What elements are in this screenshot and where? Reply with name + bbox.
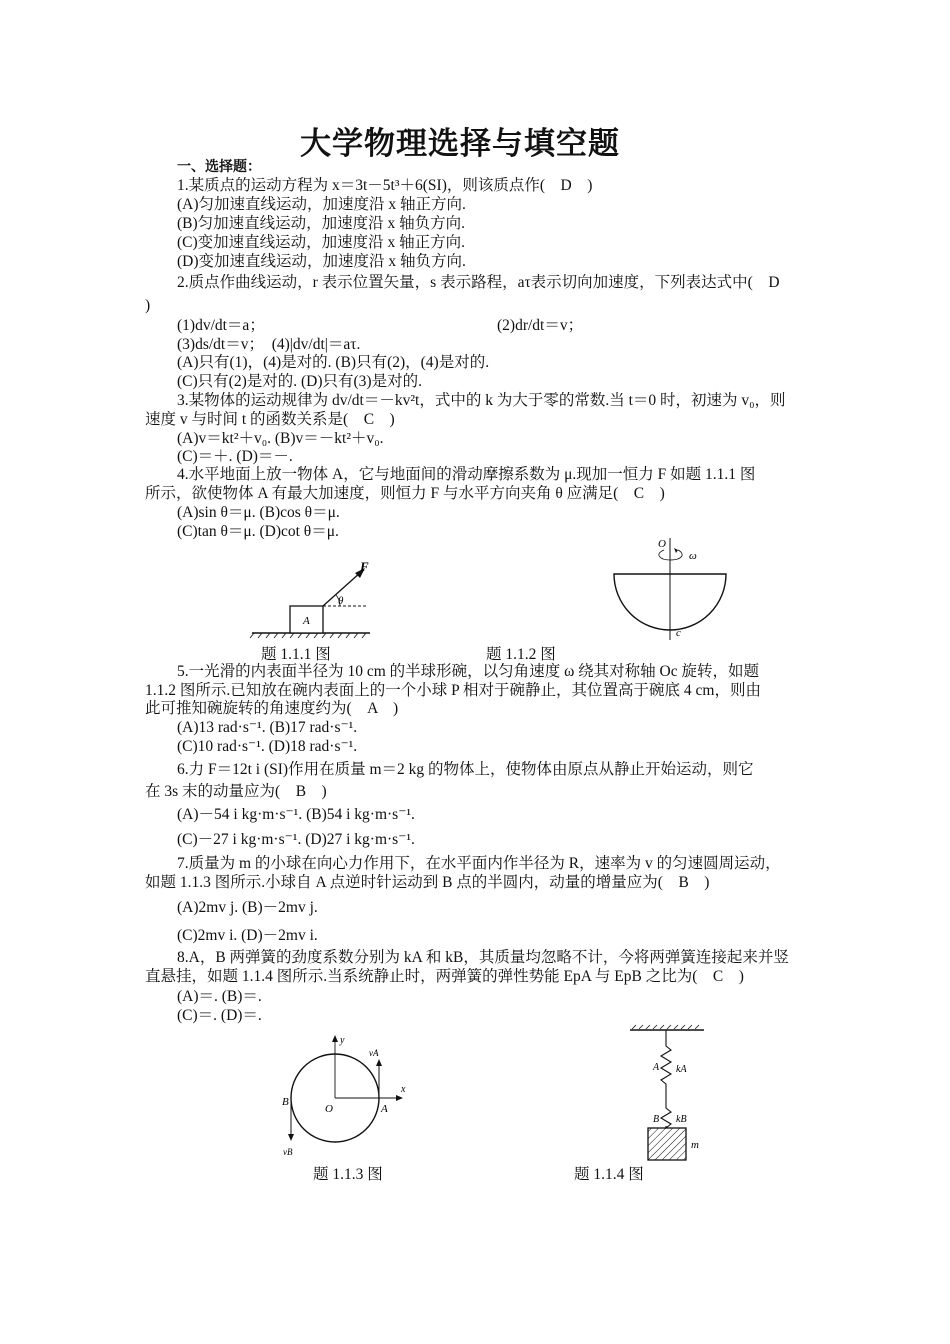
question-3-cont: 速度 v 与时间 t 的函数关系是( C )	[145, 411, 395, 428]
theta-label: θ	[338, 595, 344, 607]
question-5-cont2: 此可推知碗旋转的角速度约为( A )	[145, 700, 399, 717]
caption-fig-1-1-3: 题 1.1.3 图	[313, 1166, 383, 1183]
question-8-cont: 直悬挂，如题 1.1.4 图所示.当系统静止时，两弹簧的弹性势能 EpA 与 EpB 之比为( C )	[145, 968, 744, 985]
y-axis-head	[332, 1035, 338, 1042]
option-1c: (C)变加速直线运动，加速度沿 x 轴正方向.	[177, 234, 466, 251]
force-label: F	[360, 559, 369, 574]
caption-fig-1-1-2: 题 1.1.2 图	[486, 646, 556, 663]
question-7-cont: 如题 1.1.3 图所示.小球自 A 点逆时针运动到 B 点的半圆内，动量的增量应为( B )	[145, 874, 710, 891]
page-title: 大学物理选择与填空题	[300, 126, 620, 162]
spring-b-label: B	[653, 1114, 660, 1125]
y-label: y	[340, 1035, 345, 1046]
figure-1-1-2	[610, 536, 730, 644]
origin-label: O	[325, 1103, 333, 1115]
caption-fig-1-1-4: 题 1.1.4 图	[574, 1166, 644, 1183]
question-4-cont: 所示，欲使物体 A 有最大加速度，则恒力 F 与水平方向夹角 θ 应满足( C )	[145, 485, 665, 502]
option-1d: (D)变加速直线运动，加速度沿 x 轴负方向.	[177, 253, 466, 270]
question-8: 8.A，B 两弹簧的劲度系数分别为 kA 和 kB，其质量均忽略不计，今将两弹簧连接起来并竖	[177, 949, 789, 966]
velocity-b-head	[288, 1134, 294, 1141]
option-5cd: (C)10 rad·s⁻¹. (D)18 rad·s⁻¹.	[177, 738, 358, 755]
mass-block	[648, 1128, 686, 1160]
option-2cd: (C)只有(2)是对的. (D)只有(3)是对的.	[177, 373, 422, 390]
option-7ab: (A)2mv j. (B)－2mv j.	[177, 899, 318, 916]
section-heading: 一、选择题：	[177, 159, 261, 175]
figure-1-1-4	[628, 1024, 708, 1164]
question-5: 5.一光滑的内表面半径为 10 cm 的半球形碗，以匀角速度 ω 绕其对称轴 Oc 旋转，如题	[177, 663, 759, 680]
block-a-label: A	[303, 615, 310, 627]
option-2ab: (A)只有(1)，(4)是对的. (B)只有(2)，(4)是对的.	[177, 354, 490, 371]
rotation-arrow-head	[674, 548, 678, 553]
spring-a	[661, 1030, 671, 1096]
spring-b	[661, 1096, 671, 1128]
omega-label: ω	[689, 550, 697, 562]
ka-label: kA	[676, 1064, 687, 1075]
option-5ab: (A)13 rad·s⁻¹. (B)17 rad·s⁻¹.	[177, 719, 358, 736]
caption-fig-1-1-1: 题 1.1.1 图	[261, 646, 331, 663]
figure-1-1-1	[248, 558, 378, 642]
question-5-cont: 1.1.2 图所示.已知放在碗内表面上的一个小球 P 相对于碗静止，其位置高于碗底 4 cm，则由	[145, 682, 761, 699]
rotation-arrow	[659, 550, 682, 560]
option-8ab: (A)＝. (B)＝.	[177, 988, 262, 1005]
velocity-a-head	[376, 1059, 382, 1066]
question-6-cont: 在 3s 末的动量应为( B )	[145, 783, 327, 800]
expr-1: (1)dv/dt＝a；	[177, 317, 265, 334]
question-1: 1.某质点的运动方程为 x＝3t－5t³＋6(SI)，则该质点作( D )	[177, 177, 593, 194]
x-axis-head	[396, 1095, 403, 1101]
expr-2: (2)dr/dt＝v；	[497, 317, 584, 334]
mass-label: m	[691, 1139, 699, 1151]
option-6ab: (A)－54 i kg·m·s⁻¹. (B)54 i kg·m·s⁻¹.	[177, 806, 415, 823]
option-6cd: (C)－27 i kg·m·s⁻¹. (D)27 i kg·m·s⁻¹.	[177, 831, 415, 848]
expr-3-4: (3)ds/dt＝v； (4)|dv/dt|＝aτ.	[177, 336, 361, 353]
question-6: 6.力 F＝12t i (SI)作用在质量 m＝2 kg 的物体上，使物体由原点从静止开始运动，则它	[177, 761, 754, 778]
va-label: vA	[369, 1048, 379, 1058]
question-4: 4.水平地面上放一物体 A，它与地面间的滑动摩擦系数为 μ.现加一恒力 F 如题 1.1.1 图	[177, 466, 756, 483]
x-label: x	[401, 1084, 406, 1095]
question-3: 3.某物体的运动规律为 dv/dt＝－kv²t，式中的 k 为大于零的常数.当 t＝0 时，初速为 v₀，则	[177, 392, 786, 409]
option-7cd: (C)2mv i. (D)－2mv i.	[177, 927, 318, 944]
question-2: 2.质点作曲线运动，r 表示位置矢量，s 表示路程，aτ表示切向加速度，下列表达式中( D	[177, 274, 780, 291]
option-8cd: (C)＝. (D)＝.	[177, 1007, 262, 1024]
point-a-label: A	[381, 1103, 388, 1115]
option-4cd: (C)tan θ＝μ. (D)cot θ＝μ.	[177, 523, 339, 540]
figure-1-1-3	[275, 1030, 415, 1162]
option-3ab: (A)v＝kt²＋v₀. (B)v＝－kt²＋v₀.	[177, 430, 384, 447]
option-1a: (A)匀加速直线运动，加速度沿 x 轴正方向.	[177, 196, 466, 213]
point-b-label: B	[282, 1096, 289, 1108]
kb-label: kB	[676, 1114, 687, 1125]
option-3cd: (C)＝＋. (D)＝－.	[177, 448, 293, 465]
question-2-cont: )	[145, 297, 151, 314]
spring-a-label: A	[653, 1062, 660, 1073]
option-1b: (B)匀加速直线运动，加速度沿 x 轴负方向.	[177, 215, 466, 232]
question-7: 7.质量为 m 的小球在向心力作用下，在水平面内作半径为 R，速率为 v 的匀速圆周运动，	[177, 855, 781, 872]
ceiling-hatch	[632, 1025, 699, 1029]
axis-o-label: O	[658, 538, 666, 550]
option-4ab: (A)sin θ＝μ. (B)cos θ＝μ.	[177, 504, 340, 521]
axis-c-label: c	[676, 627, 681, 639]
vb-label: vB	[283, 1147, 293, 1157]
